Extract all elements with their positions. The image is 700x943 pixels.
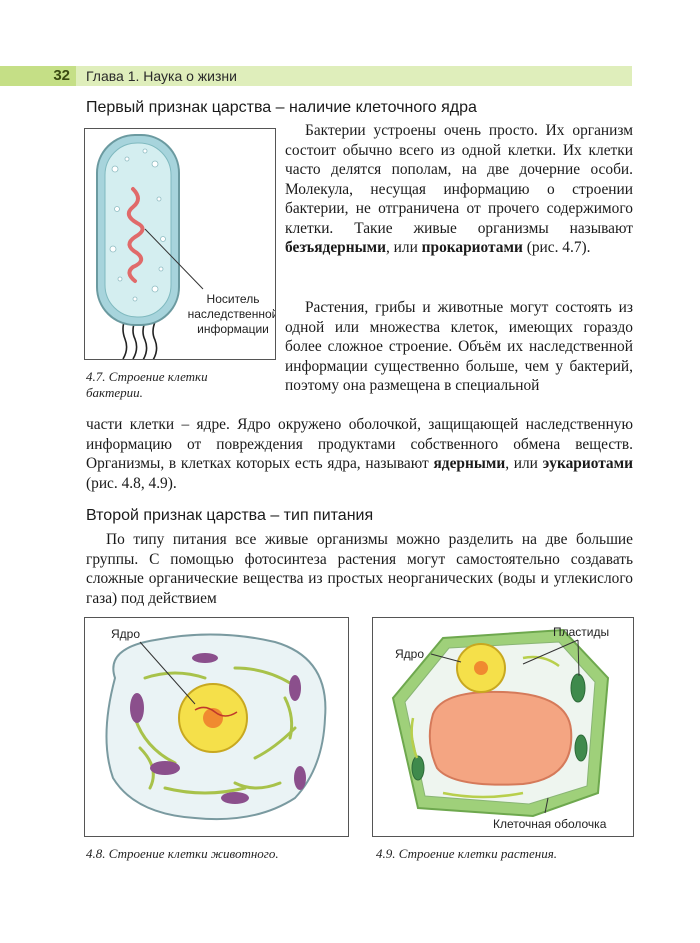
paragraph-eukaryotes-2: части клетки – ядре. Ядро окружено оболочкой, защищающей наследственную информацию от повреждения продуктами собственного обмена веществ. Организмы, в клетках которых есть ядра, называют ядерными, или эукариотами (рис. 4.8, 4.9).	[86, 416, 633, 492]
chapter-title: Глава 1. Наука о жизни	[86, 68, 237, 84]
page-number: 32	[0, 66, 76, 86]
figure-bacterium	[84, 128, 276, 360]
cell-wall-label: Клеточная оболочка	[493, 817, 607, 831]
plant-nucleus-label: Ядро	[395, 647, 425, 661]
figure-caption-4-9: 4.9. Строение клетки растения.	[376, 846, 558, 861]
plastids-label: Пластиды	[553, 625, 610, 639]
animal-cell-illustration	[85, 618, 348, 836]
dna-carrier-label-2: наследственной	[187, 307, 275, 321]
plant-cell-illustration	[373, 618, 633, 836]
figure-plant-cell	[372, 617, 634, 837]
dna-carrier-label-1: Носитель	[206, 292, 260, 306]
section-title-1: Первый признак царства – наличие клеточного ядра	[86, 99, 477, 116]
paragraph-eukaryotes-1: Растения, грибы и животные могут состоять из одной или множества клеток, имеющих гораздо более сложное строение. Объём их наследственной информации существенно больше, чем у бактерий, поэтому она размещена в специальной	[285, 299, 633, 394]
paragraph-nutrition: По типу питания все живые организмы можно разделить на две большие группы. С помощью фотосинтеза растения могут самостоятельно создавать сложные органические вещества из простых неорганических (воды и углекислого газа) под действием	[86, 531, 633, 607]
bacterium-illustration	[85, 129, 275, 359]
animal-nucleus-label: Ядро	[111, 627, 141, 641]
figure-animal-cell	[84, 617, 349, 837]
figure-caption-4-7: 4.7. Строение клетки бактерии.	[86, 369, 208, 400]
paragraph-prokaryotes: Бактерии устроены очень просто. Их организм состоит обычно всего из одной клетки. Их клетки часто делятся пополам, на две дочерние особи. Молекула, несущая информацию о строении бактерии, не отграничена от прочего содержимого клетки. Такие живые организмы называют безъядерными, или прокариотами (рис. 4.7).	[285, 122, 633, 256]
figure-caption-4-8: 4.8. Строение клетки животного.	[86, 846, 279, 861]
dna-carrier-label-3: информации	[197, 322, 269, 336]
section-title-2: Второй признак царства – тип питания	[86, 507, 374, 524]
